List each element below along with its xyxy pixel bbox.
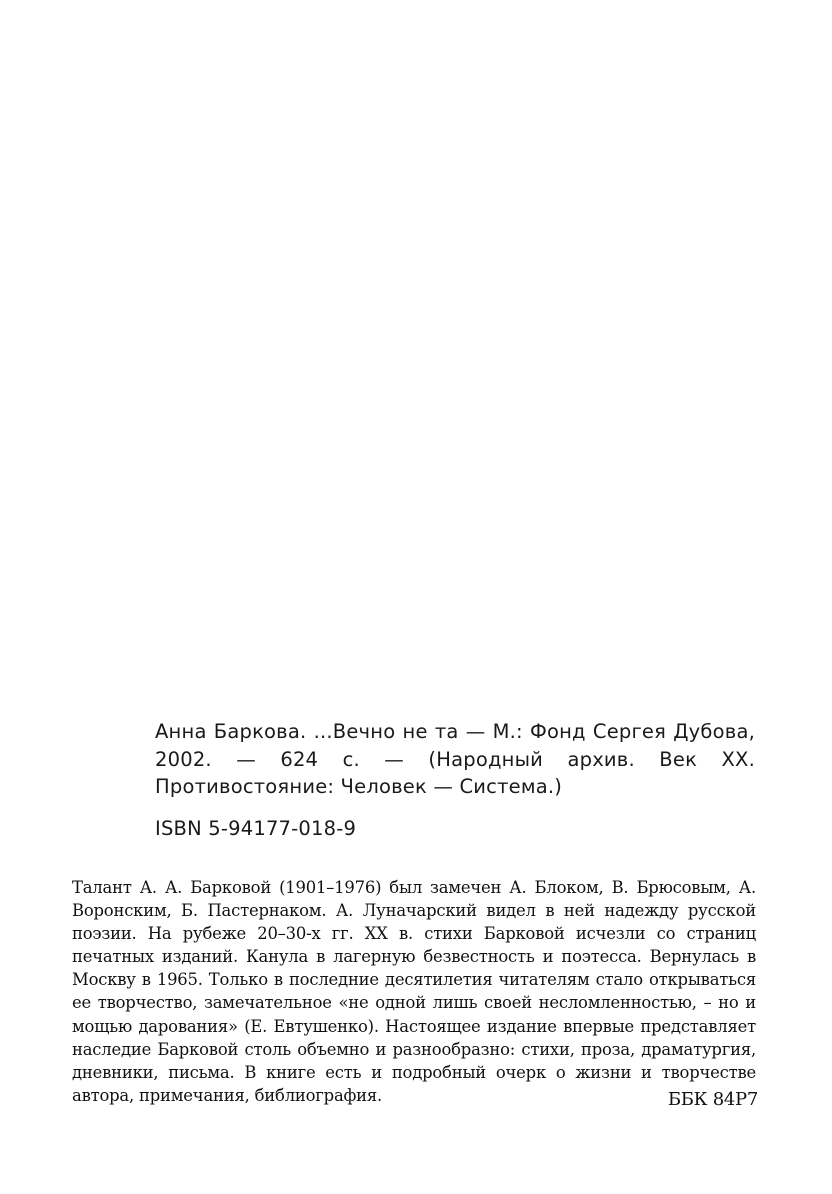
- bibliographic-record: Анна Баркова. ...Вечно не та — М.: Фонд Сергея Дубова, 2002. — 624 с. — (Народный архив. Век XX. Противостояние: Человек — Система.): [155, 720, 755, 798]
- isbn-number: ISBN 5-94177-018-9: [155, 817, 357, 840]
- bbk-classification: ББК 84Р7: [667, 1089, 758, 1110]
- book-annotation: Талант А. А. Барковой (1901–1976) был замечен А. Блоком, В. Брюсовым, А. Воронским, Б. Пастернаком. А. Луначарский видел в ней надежду русской поэзии. На рубеже 20–30-х гг. XX в. стихи Барковой исчезли со страниц печатных изданий. Канула в лагерную безвестность и поэтесса. Вернулась в Москву в 1965. Только в последние десятилетия читателям стало открываться ее творчество, замечательное «не одной лишь своей несломленностью, – но и мощью дарования» (Е. Евтушенко). Настоящее издание впервые представляет наследие Барковой столь объемно и разнообразно: стихи, проза, драматургия, дневники, письма. В книге есть и подробный очерк о жизни и творчестве автора, примечания, библиография.: [72, 878, 756, 1105]
